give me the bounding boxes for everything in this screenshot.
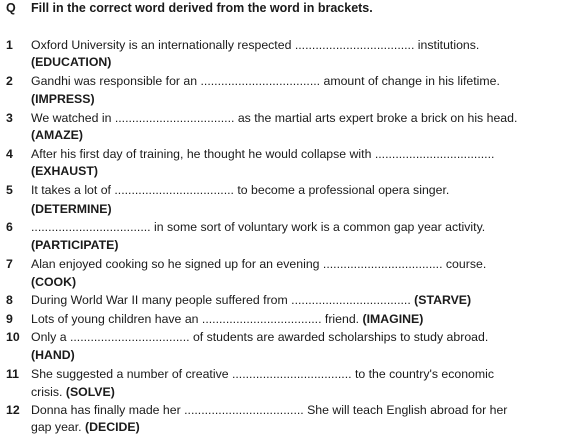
worksheet-heading bbox=[6, 1, 373, 15]
heading-marker: Q bbox=[6, 1, 16, 15]
question-number: 12 bbox=[6, 403, 20, 417]
question-text: After his first day of training, he thought he would collapse with ................................... bbox=[31, 147, 495, 161]
keyword: (IMPRESS) bbox=[31, 92, 95, 106]
keyword: (PARTICIPATE) bbox=[31, 238, 119, 252]
question-text: ................................... in some sort of voluntary work is a common gap year activity. bbox=[31, 220, 486, 234]
continuation-text: gap year. bbox=[31, 420, 82, 434]
keyword: (DETERMINE) bbox=[31, 202, 112, 216]
question-number: 2 bbox=[6, 74, 13, 88]
keyword: (HAND) bbox=[31, 348, 75, 362]
keyword: (DECIDE) bbox=[85, 420, 140, 434]
keyword: (EXHAUST) bbox=[31, 164, 98, 178]
question-number: 5 bbox=[6, 183, 13, 197]
question-number: 4 bbox=[6, 147, 13, 161]
continuation-text: crisis. bbox=[31, 385, 63, 399]
question-text: Oxford University is an internationally respected ................................... institutions. bbox=[31, 38, 480, 52]
question-number: 10 bbox=[6, 330, 20, 344]
heading-text: Fill in the correct word derived from the word in brackets. bbox=[31, 1, 373, 15]
keyword: (SOLVE) bbox=[65, 385, 115, 399]
question-number: 3 bbox=[6, 111, 13, 125]
question-text: Lots of young children have an ................................... friend. bbox=[31, 312, 360, 326]
keyword: (STARVE) bbox=[414, 293, 472, 307]
question-number: 7 bbox=[6, 257, 13, 271]
question-number: 11 bbox=[6, 367, 19, 381]
question-text: During World War II many people suffered from ................................... bbox=[31, 293, 411, 307]
question-text: We watched in ................................... as the martial arts expert broke a brick on his head. bbox=[31, 111, 518, 125]
question-text: She suggested a number of creative ................................... to the country's economic bbox=[31, 367, 495, 381]
keyword: (EDUCATION) bbox=[31, 55, 112, 69]
question-number: 9 bbox=[6, 312, 13, 326]
keyword: (AMAZE) bbox=[31, 128, 83, 142]
question-text: Only a ................................... of students are awarded scholarships to study abroad. bbox=[31, 330, 489, 344]
question-text: It takes a lot of ................................... to become a professional opera singer. bbox=[31, 183, 450, 197]
question-text: Donna has finally made her ................................... She will teach English abroad for her bbox=[31, 403, 508, 417]
keyword: (COOK) bbox=[31, 275, 77, 289]
question-text: Alan enjoyed cooking so he signed up for an evening ................................... course. bbox=[31, 257, 487, 271]
keyword: (IMAGINE) bbox=[362, 312, 424, 326]
question-number: 1 bbox=[6, 38, 13, 52]
question-text: Gandhi was responsible for an ................................... amount of change in his lifetime. bbox=[31, 74, 500, 88]
question-number: 8 bbox=[6, 293, 13, 307]
question-number: 6 bbox=[6, 220, 13, 234]
